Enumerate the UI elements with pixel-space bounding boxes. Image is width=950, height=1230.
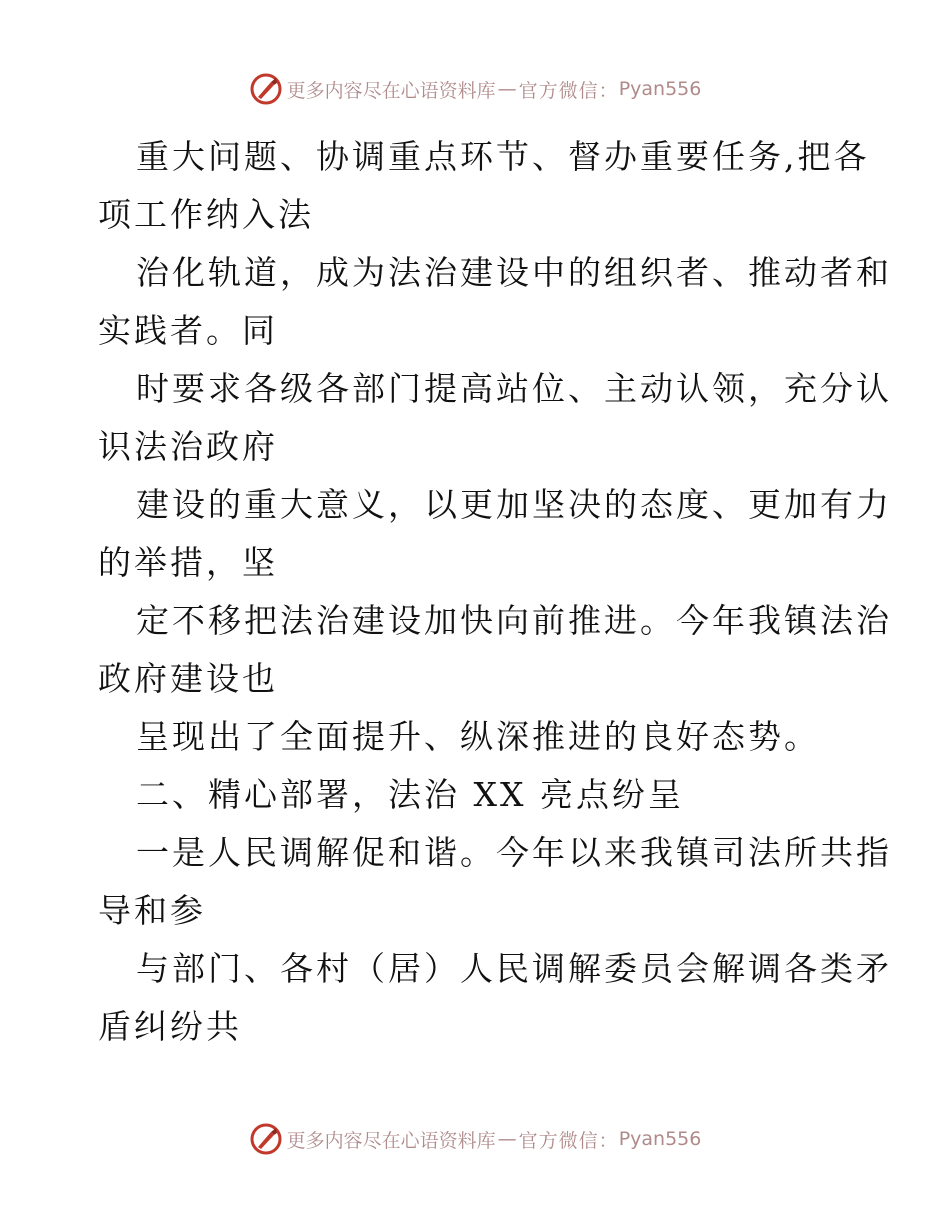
header-dash: — — [497, 78, 517, 100]
text-line: 与部门、各村（居）人民调解委员会解调各类矛 — [136, 949, 892, 988]
text-line: 治化轨道，成为法治建设中的组织者、推动者和 — [136, 253, 892, 292]
text-line: 重大问题、协调重点环节、督办重要任务,把各 — [136, 137, 870, 176]
text-line: 政府建设也 — [98, 659, 278, 698]
footer-dash: — — [497, 1128, 517, 1150]
header-wechat-label: 官方微信： — [518, 79, 619, 102]
text-line: 定不移把法治建设加快向前推进。今年我镇法治 — [136, 601, 892, 640]
header-watermark-banner — [0, 72, 950, 106]
quill-logo-icon — [249, 1122, 283, 1156]
text-line: 一是人民调解促和谐。今年以来我镇司法所共指 — [136, 833, 892, 872]
footer-wechat-handle: Pyan556 — [618, 1128, 702, 1150]
text-line: 实践者。同 — [98, 311, 278, 350]
document-body — [98, 128, 892, 1056]
quill-logo-icon — [249, 72, 283, 106]
header-wechat-handle: Pyan556 — [618, 78, 702, 100]
footer-watermark-banner — [0, 1122, 950, 1156]
footer-wechat-label: 官方微信： — [518, 1129, 619, 1152]
header-library-text: 更多内容尽在心语资料库 — [286, 79, 496, 102]
text-line: 盾纠纷共 — [98, 1007, 242, 1046]
text-line: 项工作纳入法 — [98, 195, 314, 234]
text-line: 建设的重大意义，以更加坚决的态度、更加有力 — [136, 485, 892, 524]
text-line: 时要求各级各部门提高站位、主动认领，充分认 — [136, 369, 892, 408]
text-line: 导和参 — [98, 891, 206, 930]
text-line: 呈现出了全面提升、纵深推进的良好态势。 — [136, 717, 820, 756]
section-heading: 二、精心部署，法治 XX 亮点纷呈 — [136, 775, 684, 814]
footer-library-text: 更多内容尽在心语资料库 — [286, 1129, 496, 1152]
text-line: 的举措，坚 — [98, 543, 278, 582]
text-line: 识法治政府 — [98, 427, 278, 466]
